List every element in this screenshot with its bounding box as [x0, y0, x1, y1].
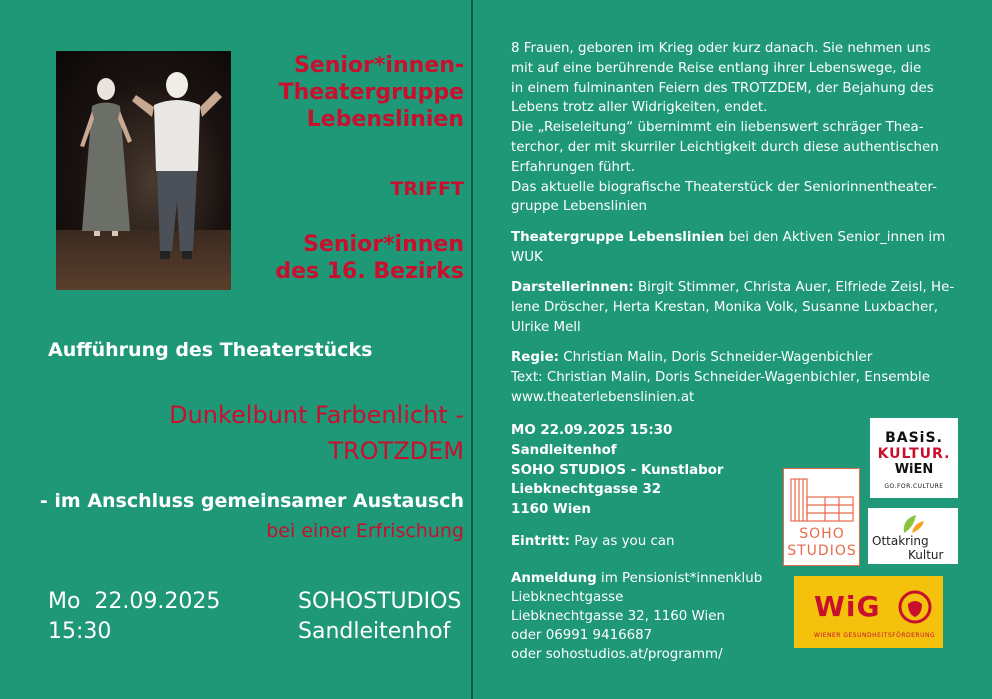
description-line: terchor, der mit skurriler Leichtigkeit durch diese authentischen [511, 139, 939, 155]
building-icon [785, 471, 860, 526]
description-line: 8 Frauen, geboren im Krieg oder kurz danach. Sie nehmen uns [511, 41, 931, 56]
group-text: bei den Aktiven Senior_innen im [724, 230, 946, 245]
play-title [169, 397, 464, 469]
registration-line: oder 06991 9416687 [511, 628, 653, 643]
headline-district [275, 231, 464, 285]
event-details [511, 421, 771, 520]
entry-info [511, 532, 771, 552]
logo-text-line: SOHO [799, 526, 845, 542]
headline-line: des 16. Bezirks [275, 259, 464, 284]
event-line: Liebknechtgasse 32 [511, 482, 662, 498]
basis-kultur-wien-logo [870, 418, 958, 498]
performance-label: Aufführung des Theaterstücks [48, 339, 373, 361]
venue-location: Sandleitenhof [298, 619, 451, 644]
description-line: in einem fulminanten Feiern des TROTZDEM, der Bejahung des [511, 80, 934, 96]
soho-studios-logo [783, 468, 860, 566]
leaf-icon [898, 511, 928, 535]
logo-text: WIENER GESUNDHEITSFÖRDERUNG [814, 632, 936, 639]
logo-text: WiEN [894, 462, 934, 477]
group-name: Theatergruppe Lebenslinien [511, 230, 725, 245]
description-line: mit auf eine berührende Reise entlang ihrer Lebenswege, die [511, 60, 922, 76]
event-line: 1160 Wien [511, 502, 591, 518]
credits-info [511, 348, 961, 407]
headline-line: Senior*innen- [293, 53, 464, 78]
registration-line: Liebknechtgasse [511, 590, 624, 605]
description-line: Das aktuelle biografische Theaterstück der Seniorinnentheater- [511, 179, 937, 195]
cast-line: Ulrike Mell [511, 319, 581, 335]
description-line: gruppe Lebenslinien [511, 199, 648, 215]
logo-text: BASiS. [885, 430, 943, 446]
entry-label: Eintritt: [511, 534, 571, 549]
registration-text: im Pensionist*innenklub [596, 571, 763, 586]
description [511, 39, 961, 217]
registration-link[interactable]: oder sohostudios.at/programm/ [511, 647, 723, 662]
play-title-line: TROTZDEM [328, 437, 464, 465]
date-column [48, 587, 220, 647]
event-time: 15:30 [48, 619, 112, 644]
registration-label: Anmeldung [511, 571, 597, 586]
headline-meets: TRIFFT [390, 178, 464, 200]
apple-heart-icon [898, 590, 932, 624]
headline-line: Lebenslinien [306, 107, 464, 132]
event-date: Mo 22.09.2025 [48, 589, 221, 614]
headline-group [279, 52, 464, 133]
direction-label: Regie: [511, 350, 560, 365]
logo-text: KULTUR. [877, 446, 951, 462]
play-title-line: Dunkelbunt Farbenlicht - [169, 401, 464, 429]
cast-line: Birgit Stimmer, Christa Auer, Elfriede Zeisl, He- [633, 280, 955, 295]
afterwards-line: - im Anschluss gemeinsamer Austausch [39, 490, 464, 512]
website-link[interactable]: www.theaterlebenslinien.at [511, 389, 695, 405]
group-info [511, 228, 961, 268]
headline-line: Senior*innen [303, 232, 464, 257]
event-line: SOHO STUDIOS - Kunstlabor [511, 462, 724, 478]
logo-text: Kultur [908, 548, 944, 562]
event-line: Sandleitenhof [511, 442, 617, 458]
cast-info [511, 278, 961, 337]
afterwards-line: bei einer Erfrischung [266, 520, 464, 542]
cast-label: Darstellerinnen: [511, 280, 634, 295]
event-line: MO 22.09.2025 15:30 [511, 423, 673, 438]
logo-text [787, 526, 857, 560]
logo-text-line: STUDIOS [787, 543, 857, 559]
group-text-line2: WUK [511, 249, 543, 265]
wig-logo [794, 576, 943, 648]
logo-text: GO.FOR.CULTURE [884, 483, 944, 490]
direction-names: Christian Malin, Doris Schneider-Wagenbichler [559, 350, 873, 365]
logo-text: Ottakring [872, 534, 929, 548]
venue-name: SOHOSTUDIOS [298, 589, 462, 614]
cast-line: lene Dröscher, Herta Krestan, Monika Volk, Susanne Luxbacher, [511, 299, 938, 315]
headline-line: Theatergruppe [278, 80, 464, 105]
description-line: Lebens trotz aller Widrigkeiten, endet. [511, 100, 768, 116]
registration-line: Liebknechtgasse 32, 1160 Wien [511, 609, 725, 624]
panel-divider [471, 0, 473, 699]
text-credits: Text: Christian Malin, Doris Schneider-Wagenbichler, Ensemble [511, 369, 930, 385]
logo-text: WiG [814, 590, 881, 623]
registration-info [511, 569, 781, 664]
venue-column [298, 587, 461, 647]
ottakring-kultur-logo [868, 508, 958, 564]
performance-photo [56, 51, 231, 290]
afterwards-note [40, 486, 464, 546]
description-line: Erfahrungen führt. [511, 159, 636, 175]
description-line: Die „Reiseleitung“ übernimmt ein liebenswert schräger Thea- [511, 120, 924, 136]
entry-text: Pay as you can [570, 534, 675, 549]
